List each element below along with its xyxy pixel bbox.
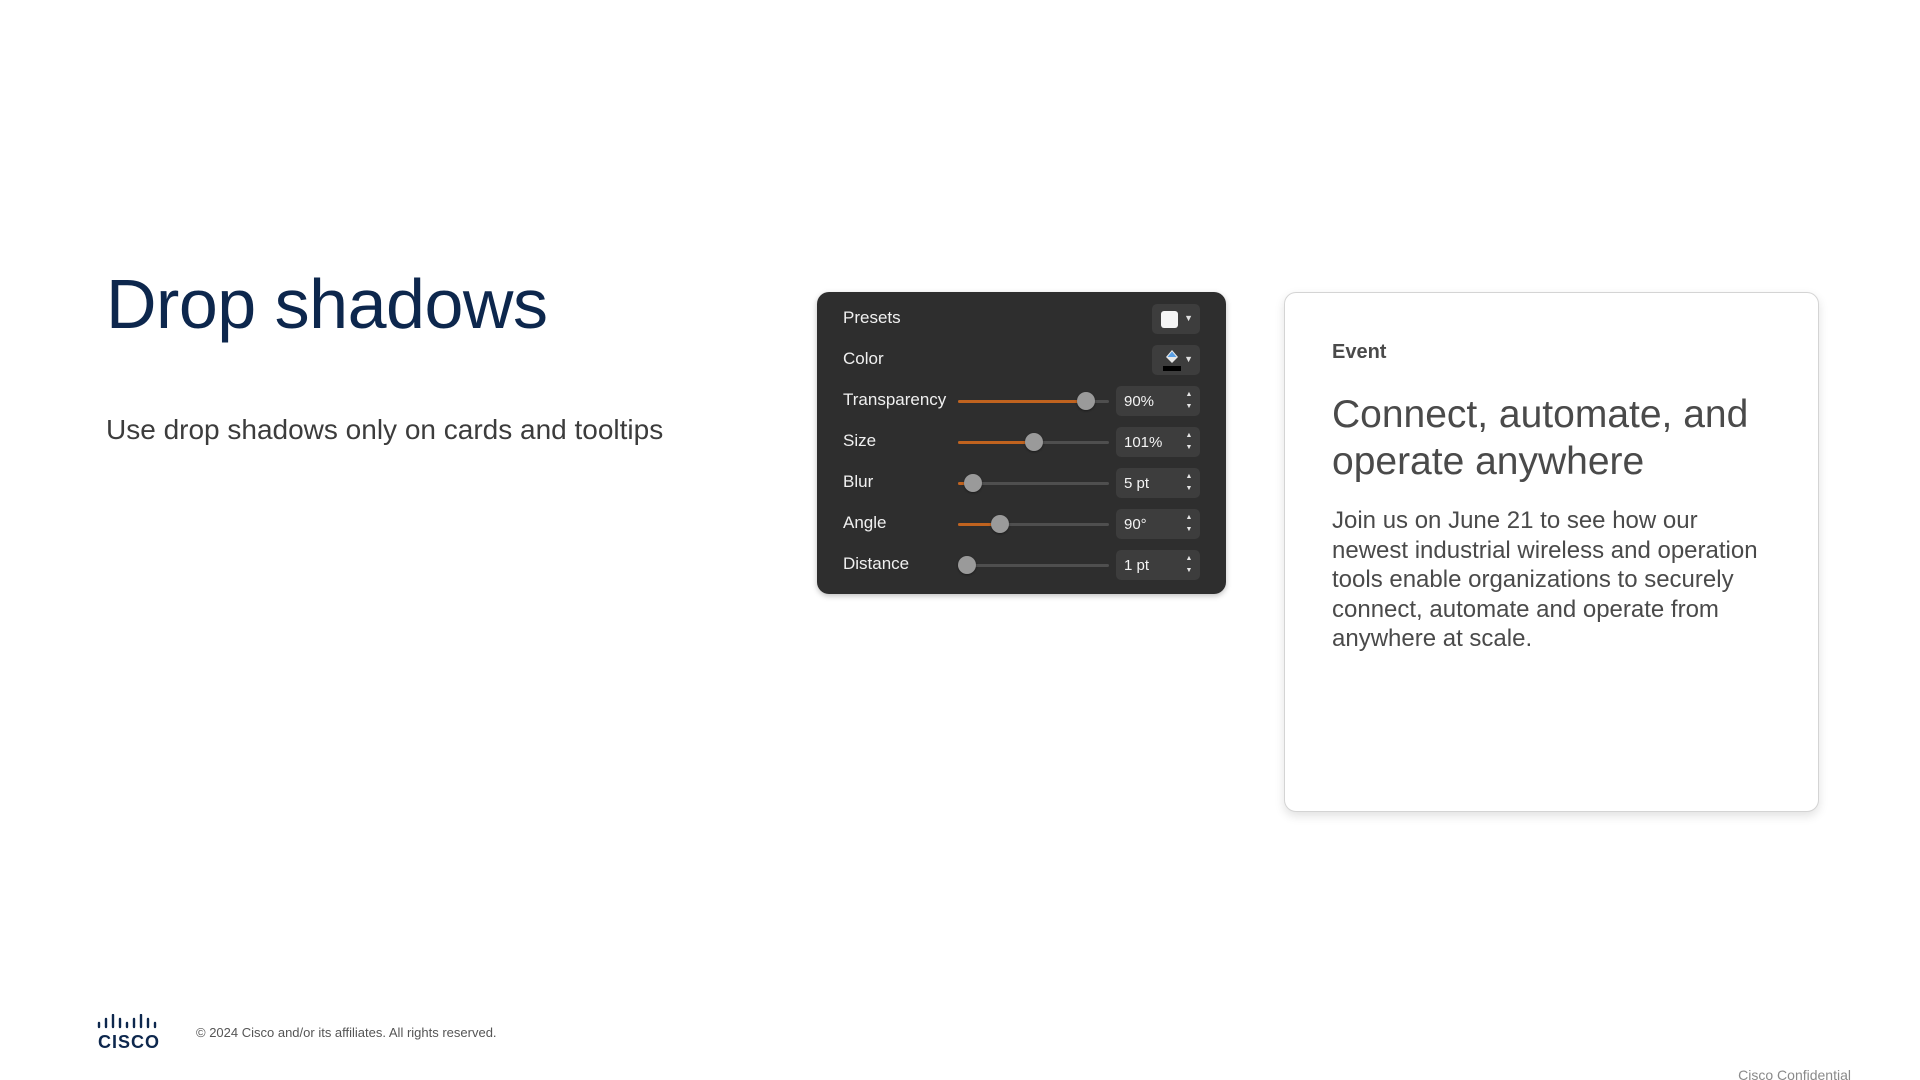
step-up-icon[interactable]: ▲ xyxy=(1185,473,1193,480)
slider-label: Blur xyxy=(843,472,874,491)
shadow-settings-panel xyxy=(817,292,1226,594)
slider-handle[interactable] xyxy=(1077,392,1095,410)
step-down-icon[interactable]: ▼ xyxy=(1185,444,1193,451)
field-value: 101% xyxy=(1124,434,1163,451)
slider-fill xyxy=(958,441,1034,444)
field-value: 5 pt xyxy=(1124,475,1150,492)
angle-slider[interactable] xyxy=(958,523,1109,526)
slide-title: Drop shadows xyxy=(106,265,548,343)
distance-slider[interactable] xyxy=(958,564,1109,567)
color-row xyxy=(843,345,1200,375)
slider-label: Angle xyxy=(843,513,887,532)
size-field[interactable] xyxy=(1116,427,1200,457)
step-down-icon[interactable]: ▼ xyxy=(1185,526,1193,533)
blur-field[interactable] xyxy=(1116,468,1200,498)
card-eyebrow: Event xyxy=(1332,341,1387,363)
stepper-arrows-icon[interactable] xyxy=(1184,471,1194,495)
step-down-icon[interactable]: ▼ xyxy=(1185,485,1193,492)
slider-handle[interactable] xyxy=(991,515,1009,533)
slider-label: Distance xyxy=(843,554,910,573)
slider-label: Transparency xyxy=(843,390,947,409)
cisco-bars-icon xyxy=(96,1014,162,1032)
slider-label: Size xyxy=(843,431,877,450)
step-up-icon[interactable]: ▲ xyxy=(1185,391,1193,398)
slider-row xyxy=(843,509,1200,539)
field-value: 90° xyxy=(1124,516,1147,533)
color-label: Color xyxy=(843,349,884,368)
card-body: Join us on June 21 to see how our newest industrial wireless and operation tools enable organizations to securely connect, automate and operate from anywhere at scale. xyxy=(1332,507,1758,652)
slider-row xyxy=(843,468,1200,498)
slider-handle[interactable] xyxy=(958,556,976,574)
step-up-icon[interactable]: ▲ xyxy=(1185,555,1193,562)
slider-row xyxy=(843,427,1200,457)
event-card[interactable] xyxy=(1284,292,1819,812)
cisco-logo xyxy=(96,1014,162,1050)
size-slider[interactable] xyxy=(958,441,1109,444)
color-dropdown[interactable] xyxy=(1152,345,1200,375)
stepper-arrows-icon[interactable] xyxy=(1184,512,1194,536)
card-title: Connect, automate, and operate anywhere xyxy=(1332,393,1749,483)
transparency-field[interactable] xyxy=(1116,386,1200,416)
slider-fill xyxy=(958,400,1086,403)
presets-dropdown[interactable] xyxy=(1152,304,1200,334)
stepper-arrows-icon[interactable] xyxy=(1184,430,1194,454)
field-value: 1 pt xyxy=(1124,557,1150,574)
slider-row xyxy=(843,550,1200,580)
confidential-label: Cisco Confidential xyxy=(1738,1067,1851,1080)
slider-handle[interactable] xyxy=(964,474,982,492)
paint-bucket-icon xyxy=(1160,348,1184,372)
transparency-slider[interactable] xyxy=(958,400,1109,403)
slide-subtitle: Use drop shadows only on cards and tooltips xyxy=(106,414,664,445)
cisco-wordmark: CISCO xyxy=(97,1032,160,1052)
distance-field[interactable] xyxy=(1116,550,1200,580)
shadow-preset-swatch-icon xyxy=(1161,311,1178,328)
chevron-down-icon: ▼ xyxy=(1184,313,1193,323)
blur-slider[interactable] xyxy=(958,482,1109,485)
presets-label: Presets xyxy=(843,308,901,327)
angle-field[interactable] xyxy=(1116,509,1200,539)
slider-handle[interactable] xyxy=(1025,433,1043,451)
copyright-text: © 2024 Cisco and/or its affiliates. All rights reserved. xyxy=(196,1025,497,1040)
field-value: 90% xyxy=(1124,393,1155,410)
presets-row xyxy=(843,304,1200,334)
stepper-arrows-icon[interactable] xyxy=(1184,389,1194,413)
stepper-arrows-icon[interactable] xyxy=(1184,553,1194,577)
step-up-icon[interactable]: ▲ xyxy=(1185,514,1193,521)
chevron-down-icon: ▼ xyxy=(1184,354,1193,364)
step-down-icon[interactable]: ▼ xyxy=(1185,567,1193,574)
step-down-icon[interactable]: ▼ xyxy=(1185,403,1193,410)
slider-row xyxy=(843,386,1200,416)
step-up-icon[interactable]: ▲ xyxy=(1185,432,1193,439)
